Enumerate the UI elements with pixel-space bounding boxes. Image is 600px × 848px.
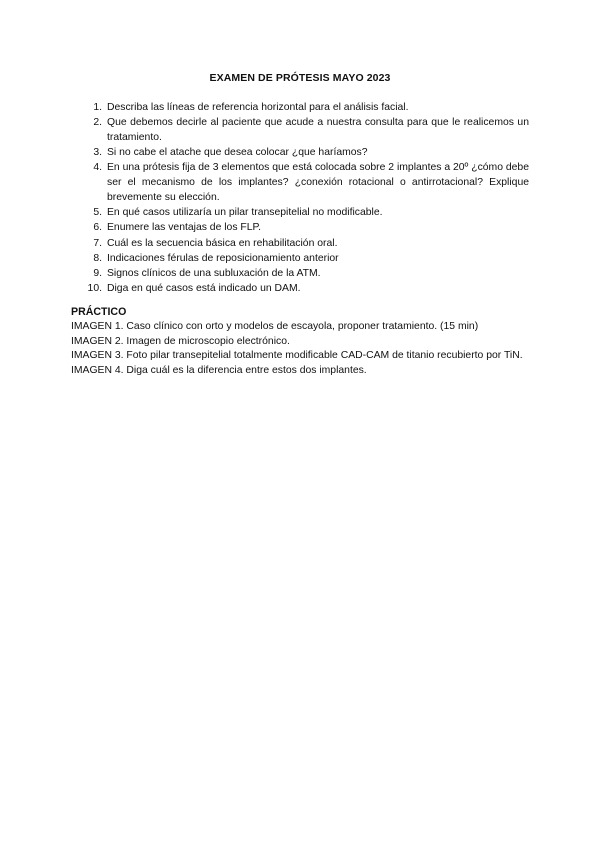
question-item [84,267,529,282]
question-number: 8. [93,252,102,264]
exam-title: EXAMEN DE PRÓTESIS MAYO 2023 [209,72,391,84]
question-item [84,146,529,161]
question-item [84,161,529,205]
question-number: 2. [93,117,102,129]
question-item [84,101,529,116]
question-number: 3. [93,147,102,159]
question-number: 6. [93,222,102,234]
question-text: Diga en qué casos está indicado un DAM. [107,283,301,295]
question-text: Indicaciones férulas de reposicionamiento anterior [107,252,339,264]
question-number: 10. [87,283,102,295]
practice-heading: PRÁCTICO [71,306,127,318]
question-text: Signos clínicos de una subluxación de la ATM. [107,267,321,279]
question-item [84,282,529,297]
question-number: 7. [93,237,102,249]
question-text: Si no cabe el atache que desea colocar ¿que haríamos? [107,147,368,159]
question-text: Cuál es la secuencia básica en rehabilitación oral. [107,237,338,249]
question-item [84,116,529,146]
practice-item: IMAGEN 2. Imagen de microscopio electrónico. [71,335,290,347]
practice-section [71,305,529,379]
practice-item: IMAGEN 4. Diga cuál es la diferencia entre estos dos implantes. [71,365,367,377]
question-list [84,101,529,297]
question-text: Enumere las ventajas de los FLP. [107,222,262,234]
question-item [84,237,529,252]
question-text: Describa las líneas de referencia horizontal para el análisis facial. [107,102,409,113]
question-number: 1. [93,102,102,113]
question-text: Que debemos decirle al paciente que acude a nuestra consulta para que le realicemos un tratamiento. [107,117,529,143]
practice-item: IMAGEN 3. Foto pilar transepitelial totalmente modificable CAD-CAM de titanio recubierto por TiN. [71,350,523,362]
question-item [84,206,529,221]
question-number: 9. [93,267,102,279]
question-number: 4. [93,162,102,174]
practice-item: IMAGEN 1. Caso clínico con orto y modelos de escayola, proponer tratamiento. (15 min) [71,320,479,332]
question-number: 5. [93,207,102,219]
question-item [84,221,529,236]
question-text: En una prótesis fija de 3 elementos que está colocada sobre 2 implantes a 20º ¿cómo debe ser el mecanismo de los implantes? ¿conexión rotacional o antirrotacional? Explique brevemente su elección. [107,162,529,203]
question-text: En qué casos utilizaría un pilar transepitelial no modificable. [107,207,383,219]
question-item [84,252,529,267]
